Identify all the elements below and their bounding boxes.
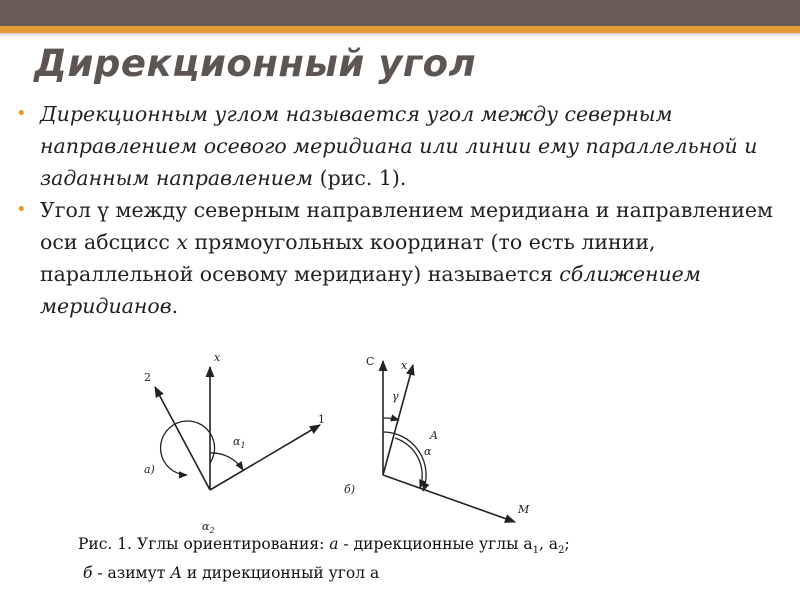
direction-1-label: 1 bbox=[318, 413, 325, 426]
caption-line-1: Рис. 1. Углы ориентирования: а - дирекционные углы $а_1$, $а_2$; bbox=[78, 535, 570, 557]
panel-a-label: а) bbox=[144, 463, 155, 476]
convergence-text-a: Угол ү между северным направлением меридиана и направлением оси абсцисс bbox=[40, 198, 773, 254]
definition-text: Дирекционным углом называется угол между северным направлением осевого меридиана или линии ему параллельной и заданным направлением bbox=[40, 102, 758, 190]
convergence-end: . bbox=[171, 294, 179, 318]
gamma-arc bbox=[383, 418, 399, 420]
slide-title: Дирекционный угол bbox=[34, 42, 477, 85]
x-axis-label-b: x bbox=[401, 359, 408, 372]
gamma-label: γ bbox=[392, 390, 399, 403]
direction-M-label: M bbox=[518, 503, 530, 516]
header-accent-stripe bbox=[0, 26, 800, 33]
panel-a-diagram bbox=[144, 351, 325, 535]
figure-reference: (рис. 1). bbox=[313, 166, 407, 190]
north-label: С bbox=[366, 355, 375, 368]
caption-line-2: б - азимут А и дирекционный угол а bbox=[82, 564, 380, 583]
header-bar bbox=[0, 0, 800, 26]
header-shadow bbox=[0, 33, 800, 38]
figure-caption bbox=[78, 533, 570, 584]
direction-M-line bbox=[383, 475, 515, 522]
azimuth-label: A bbox=[430, 429, 438, 442]
direction-2-label: 2 bbox=[144, 371, 151, 384]
alpha1-arc bbox=[210, 453, 243, 470]
alpha-label-b: α bbox=[424, 445, 432, 458]
bullet-dot-icon: • bbox=[16, 103, 27, 124]
bullet-item-convergence bbox=[14, 194, 789, 322]
convergence-term: сближением меридианов bbox=[40, 262, 701, 318]
panel-b-diagram bbox=[344, 355, 530, 522]
bullet-dot-icon: • bbox=[16, 199, 27, 220]
bullet-list bbox=[14, 98, 789, 322]
alpha1-label: $\alpha_1$ bbox=[233, 435, 246, 450]
bullet-item-definition bbox=[14, 98, 789, 194]
x-axis-label: x bbox=[214, 351, 221, 364]
orientation-angles-figure bbox=[130, 345, 550, 540]
panel-b-label: б) bbox=[344, 483, 356, 496]
variable-x: x bbox=[176, 230, 188, 254]
direction-1-line bbox=[210, 425, 320, 490]
alpha2-label: $\alpha_2$ bbox=[202, 520, 215, 535]
convergence-text-b: прямоугольных координат (то есть линии, параллельной осевому меридиану) называется bbox=[40, 230, 656, 286]
